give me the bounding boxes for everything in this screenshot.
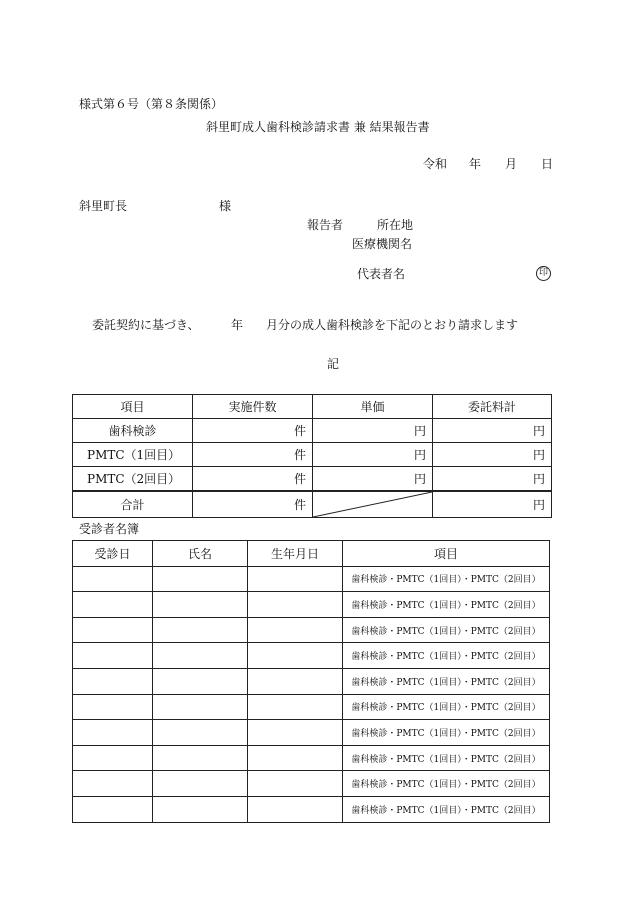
institution-label: 医療機関名	[352, 237, 413, 251]
summary-price-unit: 円	[313, 419, 433, 443]
summary-row-checkup	[73, 419, 552, 443]
name-cell	[153, 720, 248, 746]
summary-header-count: 実施件数	[193, 395, 313, 419]
seal-mark: 印	[536, 266, 551, 281]
summary-total-unit: 円	[433, 443, 552, 467]
summary-total-count-unit: 件	[193, 491, 313, 518]
addressee-name: 斜里町長	[79, 199, 128, 213]
item-cell: 歯科検診・PMTC（1回目）・PMTC（2回目）	[343, 771, 550, 797]
summary-total-unit: 円	[433, 419, 552, 443]
summary-item: 歯科検診	[73, 419, 193, 443]
table-row	[73, 643, 550, 669]
name-cell	[153, 643, 248, 669]
birthdate-cell	[248, 745, 343, 771]
address-label: 所在地	[377, 218, 414, 232]
summary-header-price: 単価	[313, 395, 433, 419]
item-cell: 歯科検診・PMTC（1回目）・PMTC（2回目）	[343, 796, 550, 822]
visit-date-cell	[73, 617, 153, 643]
item-cell: 歯科検診・PMTC（1回目）・PMTC（2回目）	[343, 643, 550, 669]
visit-date-cell	[73, 643, 153, 669]
summary-header-row	[73, 395, 552, 419]
summary-header-total: 委託料計	[433, 395, 552, 419]
table-row	[73, 796, 550, 822]
name-cell	[153, 592, 248, 618]
visit-date-cell	[73, 668, 153, 694]
table-row	[73, 566, 550, 592]
name-cell	[153, 771, 248, 797]
document-title: 斜里町成人歯科検診請求書 兼 結果報告書	[206, 120, 430, 134]
date-year: 年	[469, 157, 482, 171]
birthdate-cell	[248, 694, 343, 720]
visit-date-cell	[73, 745, 153, 771]
name-cell	[153, 694, 248, 720]
date-day: 日	[541, 157, 554, 171]
visit-date-cell	[73, 694, 153, 720]
summary-total-row	[73, 491, 552, 518]
summary-table	[72, 394, 552, 518]
birthdate-cell	[248, 796, 343, 822]
visit-date-cell	[73, 566, 153, 592]
summary-total-unit: 円	[433, 467, 552, 492]
summary-header-item: 項目	[73, 395, 193, 419]
name-cell	[153, 566, 248, 592]
summary-row-pmtc2	[73, 467, 552, 492]
name-cell	[153, 745, 248, 771]
date-month: 月	[505, 157, 518, 171]
birthdate-cell	[248, 771, 343, 797]
item-cell: 歯科検診・PMTC（1回目）・PMTC（2回目）	[343, 745, 550, 771]
item-cell: 歯科検診・PMTC（1回目）・PMTC（2回目）	[343, 566, 550, 592]
name-cell	[153, 796, 248, 822]
visit-date-cell	[73, 771, 153, 797]
summary-count-unit: 件	[193, 467, 313, 492]
patients-header-birthdate: 生年月日	[248, 541, 343, 567]
request-text-part1: 委託契約に基づき、	[92, 318, 200, 332]
request-text-part2: 月分の成人歯科検診を下記のとおり請求します	[266, 318, 519, 332]
summary-price-unit: 円	[313, 443, 433, 467]
table-row	[73, 720, 550, 746]
summary-item: PMTC（1回目）	[73, 443, 193, 467]
reporter-label: 報告者	[307, 218, 344, 232]
table-row	[73, 617, 550, 643]
birthdate-cell	[248, 720, 343, 746]
patients-header-item: 項目	[343, 541, 550, 567]
visit-date-cell	[73, 720, 153, 746]
item-cell: 歯科検診・PMTC（1回目）・PMTC（2回目）	[343, 720, 550, 746]
table-row	[73, 694, 550, 720]
name-cell	[153, 668, 248, 694]
addressee-honorific: 様	[219, 199, 232, 213]
birthdate-cell	[248, 592, 343, 618]
form-number: 様式第６号（第８条関係）	[79, 97, 224, 111]
summary-price-unit: 円	[313, 467, 433, 492]
table-row	[73, 668, 550, 694]
patients-table	[72, 540, 550, 823]
birthdate-cell	[248, 566, 343, 592]
summary-row-pmtc1	[73, 443, 552, 467]
summary-total-label: 合計	[73, 491, 193, 518]
visit-date-cell	[73, 592, 153, 618]
patients-header-row	[73, 541, 550, 567]
patients-header-date: 受診日	[73, 541, 153, 567]
ki-heading: 記	[327, 357, 340, 371]
item-cell: 歯科検診・PMTC（1回目）・PMTC（2回目）	[343, 592, 550, 618]
summary-count-unit: 件	[193, 419, 313, 443]
request-text-year: 年	[231, 318, 244, 332]
summary-total-price-diagonal	[313, 491, 433, 518]
summary-count-unit: 件	[193, 443, 313, 467]
visit-date-cell	[73, 796, 153, 822]
birthdate-cell	[248, 643, 343, 669]
item-cell: 歯科検診・PMTC（1回目）・PMTC（2回目）	[343, 668, 550, 694]
summary-total-amount-unit: 円	[433, 491, 552, 518]
table-row	[73, 771, 550, 797]
item-cell: 歯科検診・PMTC（1回目）・PMTC（2回目）	[343, 617, 550, 643]
name-cell	[153, 617, 248, 643]
date-era: 令和	[423, 157, 448, 171]
diagonal-line	[313, 492, 432, 517]
table-row	[73, 745, 550, 771]
birthdate-cell	[248, 617, 343, 643]
patients-header-name: 氏名	[153, 541, 248, 567]
summary-item: PMTC（2回目）	[73, 467, 193, 492]
table-row	[73, 592, 550, 618]
birthdate-cell	[248, 668, 343, 694]
patients-caption: 受診者名簿	[79, 522, 140, 536]
item-cell: 歯科検診・PMTC（1回目）・PMTC（2回目）	[343, 694, 550, 720]
representative-label: 代表者名	[357, 267, 406, 281]
